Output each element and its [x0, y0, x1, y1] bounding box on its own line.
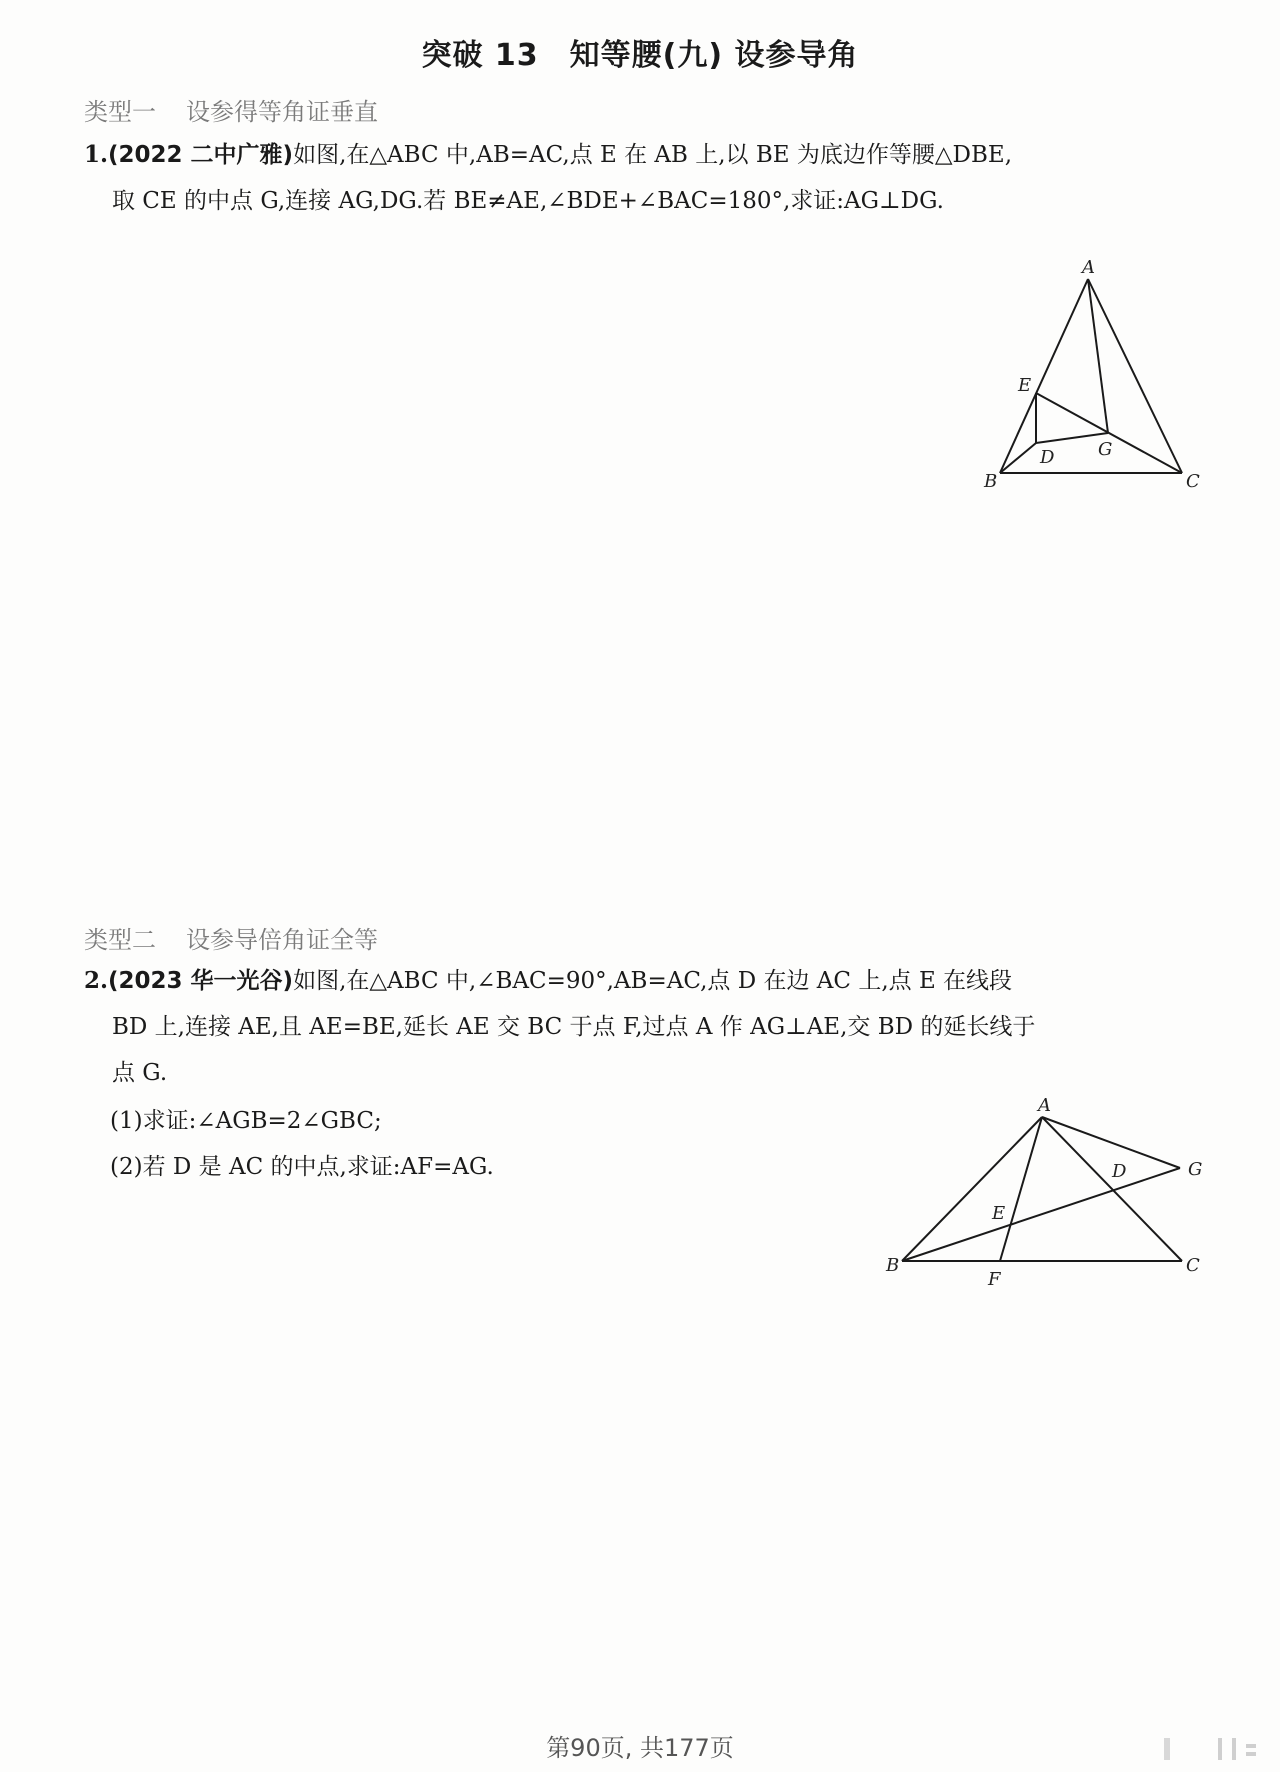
problem-1-source: (2022 二中广雅) — [108, 142, 294, 168]
label-e: E — [992, 1203, 1006, 1224]
segment-bd — [1000, 443, 1036, 473]
segment-ec — [1036, 393, 1182, 473]
label-a: A — [1082, 257, 1095, 278]
section-2-label: 类型二 — [84, 926, 156, 954]
segment-ag — [1042, 1117, 1180, 1168]
figure-2 — [880, 1095, 1220, 1295]
section-1-label: 类型一 — [84, 98, 156, 126]
problem-1-text-1: 如图,在△ABC 中,AB=AC,点 E 在 AB 上,以 BE 为底边作等腰△DBE, — [293, 142, 1013, 168]
viewer-controls-icon[interactable] — [1160, 1734, 1260, 1764]
label-d: D — [1040, 447, 1055, 468]
section-2-text: 设参导倍角证全等 — [186, 926, 378, 954]
label-g: G — [1098, 439, 1113, 460]
zoom-icon[interactable] — [1246, 1744, 1256, 1748]
problem-1-line-1 — [84, 132, 1214, 178]
problem-2-part-2: (2)若 D 是 AC 的中点,求证:AF=AG. — [110, 1154, 494, 1180]
zoom-icon-2[interactable] — [1246, 1752, 1256, 1756]
divider-icon — [1218, 1738, 1222, 1760]
figure-1 — [970, 255, 1210, 495]
label-b: B — [886, 1255, 900, 1276]
section-heading-2 — [84, 920, 378, 955]
segment-bg — [902, 1168, 1180, 1261]
problem-2-source: (2023 华一光谷) — [108, 968, 294, 994]
problem-2-line-1 — [84, 958, 1214, 1004]
problem-1 — [84, 132, 1214, 224]
segment-ag — [1088, 279, 1108, 433]
problem-2-text-1: 如图,在△ABC 中,∠BAC=90°,AB=AC,点 D 在边 AC 上,点 E 在线段 — [293, 968, 1013, 994]
section-heading-1 — [84, 92, 378, 127]
problem-2 — [84, 958, 1214, 1096]
problem-1-number: 1. — [84, 141, 109, 168]
label-g: G — [1188, 1159, 1203, 1180]
scroll-handle-icon[interactable] — [1164, 1738, 1170, 1760]
page-indicator: 第90页, 共177页 — [546, 1734, 734, 1762]
label-f: F — [988, 1269, 1001, 1290]
segment-ac — [1042, 1117, 1182, 1261]
divider-icon-2 — [1232, 1738, 1236, 1760]
problem-2-line-2: BD 上,连接 AE,且 AE=BE,延长 AE 交 BC 于点 F,过点 A 作 AG⊥AE,交 BD 的延长线于 — [112, 1014, 1036, 1040]
label-c: C — [1186, 471, 1200, 492]
label-d: D — [1112, 1161, 1127, 1182]
segment-ab — [1000, 279, 1088, 473]
problem-1-line-2: 取 CE 的中点 G,连接 AG,DG.若 BE≠AE,∠BDE+∠BAC=180°,求证:AG⊥DG. — [112, 188, 944, 214]
label-a: A — [1038, 1095, 1051, 1116]
page-title: 突破 13 知等腰(九) 设参导角 — [421, 38, 859, 73]
section-1-text: 设参得等角证垂直 — [186, 98, 378, 126]
label-c: C — [1186, 1255, 1200, 1276]
label-b: B — [984, 471, 998, 492]
problem-2-part-1: (1)求证:∠AGB=2∠GBC; — [110, 1108, 382, 1134]
problem-2-line-3: 点 G. — [112, 1060, 168, 1086]
problem-2-number: 2. — [84, 967, 109, 994]
label-e: E — [1018, 375, 1032, 396]
